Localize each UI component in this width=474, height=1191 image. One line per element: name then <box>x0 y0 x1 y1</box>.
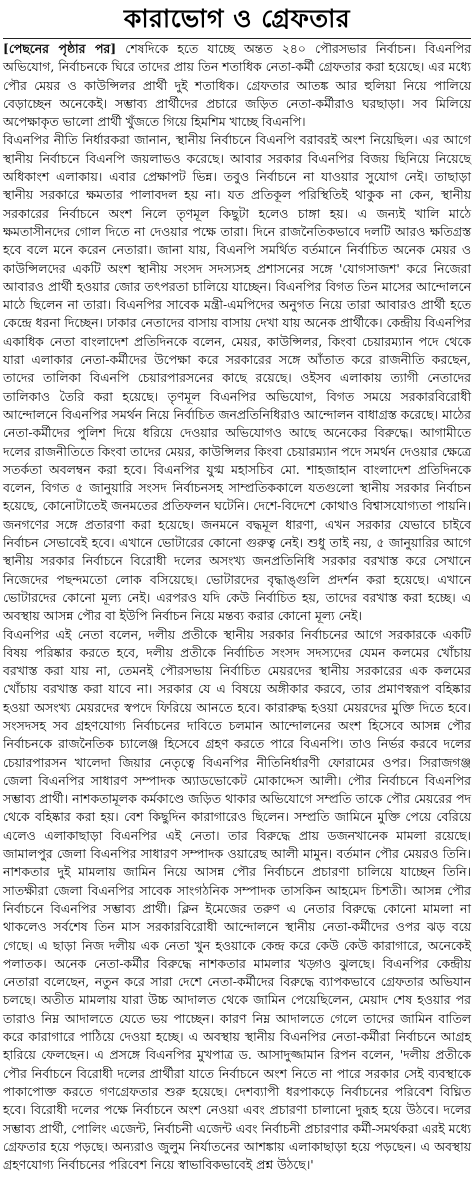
continuation-kicker: [পেছনের পৃষ্ঠার পর] <box>3 41 117 56</box>
headline-rule <box>3 38 471 39</box>
paragraph-1-text: শেষদিকে হতে যাচ্ছে অন্তত ২৪০ পৌরসভার নির্বাচন। বিএনপির অভিযোগ, নির্বাচনকে ঘিরে তাদের প্রায় তিন শতাধিক নেতা-কর্মী গ্রেফতার করা হয়েছে। এর মধ্যে পৌর মেয়র ও কাউন্সিলর প্রার্থী দুই শতাধিক। গ্রেফতার আতঙ্ক আর হুলিয়া নিয়ে পালিয়ে বেড়াচ্ছেন অনেকেই। সম্ভাব্য প্রার্থীদের প্রচারে জড়িত নেতা-কর্মীরাও ঘরছাড়া। সব মিলিয়ে অপেক্ষাকৃত ভালো প্রার্থী খুঁজতে গিয়ে হিমশিম খাচ্ছে বিএনপি। <box>3 41 472 130</box>
article-paragraph-2: বিএনপির নীতি নির্ধারকরা জানান, স্থানীয় নির্বাচনে বিএনপি বরাবরই অংশ নিয়েছিল। এর আগে স্থানীয় নির্বাচনে বিএনপি জয়লাভও করেছে। আবার সরকার বিএনপির বিজয় ছিনিয়ে নিয়েছে অধিকাংশ এলাকায়। এবার প্রেক্ষাপট ভিন্ন। তবুও নির্বাচনে না যাওয়ার সুযোগ নেই। তাছাড়া স্থানীয় সরকারে ক্ষমতার পালাবদল হয় না। যত প্রতিকূল পরিস্থিতিই থাকুক না কেন, স্থানীয় সরকারের নির্বাচনে অংশ নিলে তৃণমূল কিছুটা হলেও চাঙ্গা হয়। এ জন্যই খালি মাঠে ক্ষমতাসীনদের গোল দিতে না দেওয়ার পক্ষে তারা। দিনে রাজনৈতিকভাবে দলটি আরও ক্ষতিগ্রস্ত হবে বলে মনে করেন নেতারা। জানা যায়, বিএনপি সমর্থিত বর্তমানে নির্বাচিত অনেক মেয়র ও কাউন্সিলদের একটি অংশ স্থানীয় সংসদ সদস্যসহ প্রশাসনের সঙ্গে 'যোগসাজশ' করে নিজেরা আবারও প্রার্থী হওয়ার জোর তৎপরতা চালিয়ে যাচ্ছেন। বিএনপির বিগত তিন মাসের আন্দোলনে মাঠে ছিলেন না তারা। বিএনপির সাবেক মন্ত্রী-এমপিদের অনুগত নিয়ে তারা আবারও প্রার্থী হতে কেন্দ্রে ধরনা দিচ্ছেন। ঢাকার নেতাদের বাসায় বাসায় দেখা যায় অনেক প্রার্থীকে। কেন্দ্রীয় বিএনপির একাধিক নেতা বাংলাদেশ প্রতিদিনকে বলেন, মেয়র, কাউন্সিলর, কিংবা চেয়ারম্যান পদে থেকে যারা এলাকার নেতা-কর্মীদের উপেক্ষা করে সরকারের সঙ্গে আঁতাত করে রাজনীতি করছেন, তাদের তালিকা বিএনপি চেয়ারপারসনের কাছে রয়েছে। ওইসব এলাকায় ত্যাগী নেতাদের তালিকাও তৈরি করা হয়েছে। তৃণমূল বিএনপির অভিযোগ, বিগত সময়ে সরকারবিরোধী আন্দোলনে বিএনপির সমর্থন নিয়ে নির্বাচিত জনপ্রতিনিধিরাও আন্দোলন বাধাগ্রস্ত করেছে। মাঠের নেতা-কর্মীদের পুলিশ দিয়ে ধরিয়ে দেওয়ার অভিযোগও আছে অনেকের বিরুদ্ধে। আগামীতে দলের রাজনীতিতে কিংবা তাদের মেয়র, কাউন্সিলর কিংবা চেয়ারম্যান পদে সমর্থন দেওয়ার ক্ষেত্রে সতর্কতা অবলম্বন করা হবে। বিএনপির যুগ্ম মহাসচিব মো. শাহজাহান বাংলাদেশ প্রতিদিনকে বলেন, বিগত ৫ জানুয়ারি সংসদ নির্বাচনসহ সাম্প্রতিককালে যতগুলো স্থানীয় সরকার নির্বাচন হয়েছে, কোনোটাতেই জনমতের প্রতিফলন ঘটেনি। দেশে-বিদেশে কোথাও বিশ্বাসযোগ্যতা পায়নি। জনগণের সঙ্গে প্রতারণা করা হয়েছে। জনমনে বদ্ধমূল ধারণা, এখন সরকার যেভাবে চাইবে নির্বাচন সেভাবেই হবে। এখানে ভোটারের কোনো গুরুত্ব নেই। শুধু তাই নয়, ৫ জানুয়ারির আগে স্থানীয় সরকার নির্বাচনে বিরোধী দলের অসংখ্য জনপ্রতিনিধি সরকার বরখাস্ত করে সেখানে নিজেদের পছন্দমতো লোক বসিয়েছে। ভোটারদের বৃদ্ধাঙ্গুলি প্রদর্শন করা হয়েছে। এখানে ভোটারদের কোনো মূল্য নেই। এরপরও যদি কেউ নির্বাচিত হয়, তাদের বরখাস্ত করা হচ্ছে। এ অবস্থায় আসন্ন পৌর বা ইউপি নির্বাচন নিয়ে মন্তব্য করার কোনো মূল্য নেই। <box>3 132 471 624</box>
headline: কারাভোগ ও গ্রেফতার <box>123 4 351 33</box>
headline-container <box>3 0 471 38</box>
article-paragraph-1 <box>3 40 471 131</box>
article-paragraph-3: বিএনপির এই নেতা বলেন, দলীয় প্রতীকে স্থানীয় সরকার নির্বাচনের আগে সরকারকে একটি বিষয় পরিষ্কার করতে হবে, দলীয় প্রতীকে নির্বাচিত সংসদ সদস্যদের যেমন কলমের খোঁচায় বরখাস্ত করা যায় না, তেমনই পৌরসভায় নির্বাচিত মেয়রদের স্থানীয় সরকারের এক কলমের খোঁচায় বরখাস্ত করা যাবে না। সরকার যে এ বিষয়ে অঙ্গীকার করবে, তার প্রমাণস্বরূপ বহিষ্কার হওয়া অসংখ্য মেয়রদের স্বপদে ফিরিয়ে আনতে হবে। কারারুদ্ধ হওয়া মেয়রদের মুক্তি দিতে হবে। সংসদসহ সব গ্রহণযোগ্য নির্বাচনের দাবিতে চলমান আন্দোলনের অংশ হিসেবে আসন্ন পৌর নির্বাচনকে রাজনৈতিক চ্যালেঞ্জ হিসেবে গ্রহণ করতে পারে বিএনপি। তাও নির্ভর করবে দলের চেয়ারপারসন খালেদা জিয়ার নেতৃত্বে বিএনপির নীতিনির্ধারণী ফোরামের ওপর। সিরাজগঞ্জ জেলা বিএনপির সাধারণ সম্পাদক অ্যাডভোকেট মোকাদ্দেস আলী। পৌর নির্বাচনে বিএনপির সম্ভাব্য প্রার্থী। নাশকতামূলক কর্মকাণ্ডে জড়িত থাকার অভিযোগে সম্প্রতি তাকে পৌর মেয়রের পদ থেকে বহিষ্কার করা হয়। বেশ কিছুদিন কারাগারেও ছিলেন। সম্প্রতি জামিনে মুক্তি পেয়ে বেরিয়ে এলেও এলাকাছাড়া বিএনপির এই নেতা। তার বিরুদ্ধে প্রায় ডজনখানেক মামলা রয়েছে। জামালপুর জেলা বিএনপির সাধারণ সম্পাদক ওয়ারেছ আলী মামুন। বর্তমান পৌর মেয়রও তিনি। নাশকতার দুই মামলায় জামিন নিয়ে আসন্ন পৌর নির্বাচনে প্রচারণা চালিয়ে যাচ্ছেন তিনি। সাতক্ষীরা জেলা বিএনপির সাবেক সাংগঠনিক সম্পাদক তাসকিন আহমেদ চিশতী। আসন্ন পৌর নির্বাচনে বিএনপির সম্ভাব্য প্রার্থী। ক্লিন ইমেজের তরুণ এ নেতার বিরুদ্ধে কোনো মামলা না থাকলেও সর্বশেষ তিন মাস সরকারবিরোধী আন্দোলনে স্থানীয় নেতা-কর্মীদের ওপর ঝড় বয়ে গেছে। এ ছাড়া নিজ দলীয় এক নেতা খুন হওয়াকে কেন্দ্র করে কেউ কেউ কারাগারে, অনেকেই পলাতক। অনেক নেতা-কর্মীর বিরুদ্ধে নাশকতার মামলার খড়্গও ঝুলছে। বিএনপির কেন্দ্রীয় নেতারা বলেছেন, নতুন করে সারা দেশে নেতা-কর্মীদের বিরুদ্ধে ব্যাপকভাবে গ্রেফতার অভিযান চলছে। অতীত মামলায় যারা উচ্চ আদালত থেকে জামিন পেয়েছিলেন, মেয়াদ শেষ হওয়ার পর তারাও নিম্ন আদালতে যেতে ভয় পাচ্ছেন। কারণ নিম্ন আদালতে গেলে তাদের জামিন বাতিল করে কারাগারে পাঠিয়ে দেওয়া হচ্ছে। এ অবস্থায় স্থানীয় বিএনপির নেতা-কর্মীরা নির্বাচনে আগ্রহ হারিয়ে ফেলছেন। এ প্রসঙ্গে বিএনপির মুখপাত্র ড. আসাদুজ্জামান রিপন বলেন, 'দলীয় প্রতীকে পৌর নির্বাচনে বিরোধী দলের প্রার্থীরা যাতে নির্বাচনে অংশ নিতে না পারে সরকার সেই ব্যবস্থাকে পাকাপোক্ত করতে গণগ্রেফতার শুরু হয়েছে। দেশব্যাপী ধরপাকড়ে নির্বাচনের পরিবেশ বিঘ্নিত হবে। বিরোধী দলের পক্ষে নির্বাচনে অংশ নেওয়া এবং প্রচারণা চালানো দুরূহ হয়ে উঠবে। দলের সম্ভাব্য প্রার্থী, পোলিং এজেন্ট, নির্বাচনী এজেন্ট এবং নির্বাচনী প্রচারণার কর্মী-সমর্থকরা এরই মধ্যে গ্রেফতার হয়ে পড়ছে। অন্যরাও জুলুম নির্যাতনের আশঙ্কায় এলাকাছাড়া হয়ে পড়ছেন। এ অবস্থায় গ্রহণযোগ্য নির্বাচনের পরিবেশ নিয়ে স্বাভাবিকভাবেই প্রশ্ন উঠছে।' <box>3 626 471 1173</box>
article-body <box>3 40 471 1174</box>
